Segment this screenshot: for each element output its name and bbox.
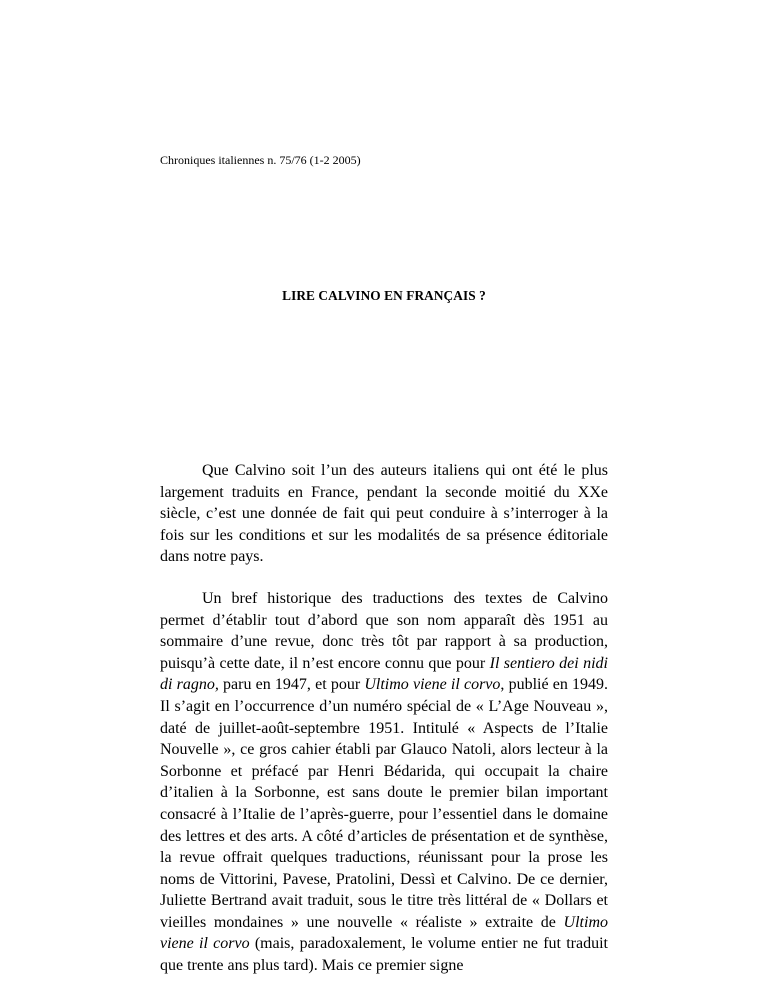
paragraph-text-segment: Un bref historique des traductions des textes de Calvino permet d’établir tout d’abord que son nom apparaît dès 1951 au sommaire d’une revue, donc très tôt par rapport à sa production, puisqu’à cette date, il n’est encore connu que pour	[160, 589, 608, 672]
running-header: Chroniques italiennes n. 75/76 (1-2 2005)	[160, 153, 361, 167]
book-title-corvo: Ultimo viene il corvo	[364, 676, 501, 694]
paragraph-text-segment: (mais, paradoxalement, le volume entier ne fut traduit que trente ans plus tard). Mais ce premier signe	[160, 935, 608, 975]
paragraph-text-segment: , publié en 1949. Il s’agit en l’occurrence d’un numéro spécial de « L’Age Nouveau », daté de juillet-août-septembre 1951. Intitulé « Aspects de l’Italie Nouvelle », ce gros cahier établi par Glauco Natoli, alors lecteur à la Sorbonne et préfacé par Henri Bédarida, qui occupait la chaire d’italien à la Sorbonne, est sans doute le premier bilan important consacré à l’Italie de l’après-guerre, pour l’essentiel dans le domaine des lettres et des arts. A côté d’articles de présentation et de synthèse, la revue offrait quelques traductions, réunissant pour la prose les noms de Vittorini, Pavese, Pratolini, Dessì et Calvino. De ce dernier, Juliette Bertrand avait traduit, sous le titre très littéral de « Dollars et vieilles mondaines » une nouvelle « réaliste » extraite de	[160, 676, 609, 931]
body-paragraph-1: Que Calvino soit l’un des auteurs italiens qui ont été le plus largement traduits en France, pendant la seconde moitié du XXe siècle, c’est une donnée de fait qui peut conduire à s’interroger à la fois sur les conditions et sur les modalités de sa présence éditoriale dans notre pays.	[160, 462, 608, 566]
body-paragraph-2	[160, 588, 608, 977]
article-body	[160, 460, 608, 977]
paragraph-text-segment: paru en 1947, et pour	[218, 676, 365, 694]
book-title-corvo: Ultimo viene il corvo	[160, 913, 608, 953]
article-title: LIRE CALVINO EN FRANÇAIS ?	[282, 288, 486, 303]
book-title-sentiero: Il sentiero dei nidi di ragno,	[160, 654, 608, 694]
